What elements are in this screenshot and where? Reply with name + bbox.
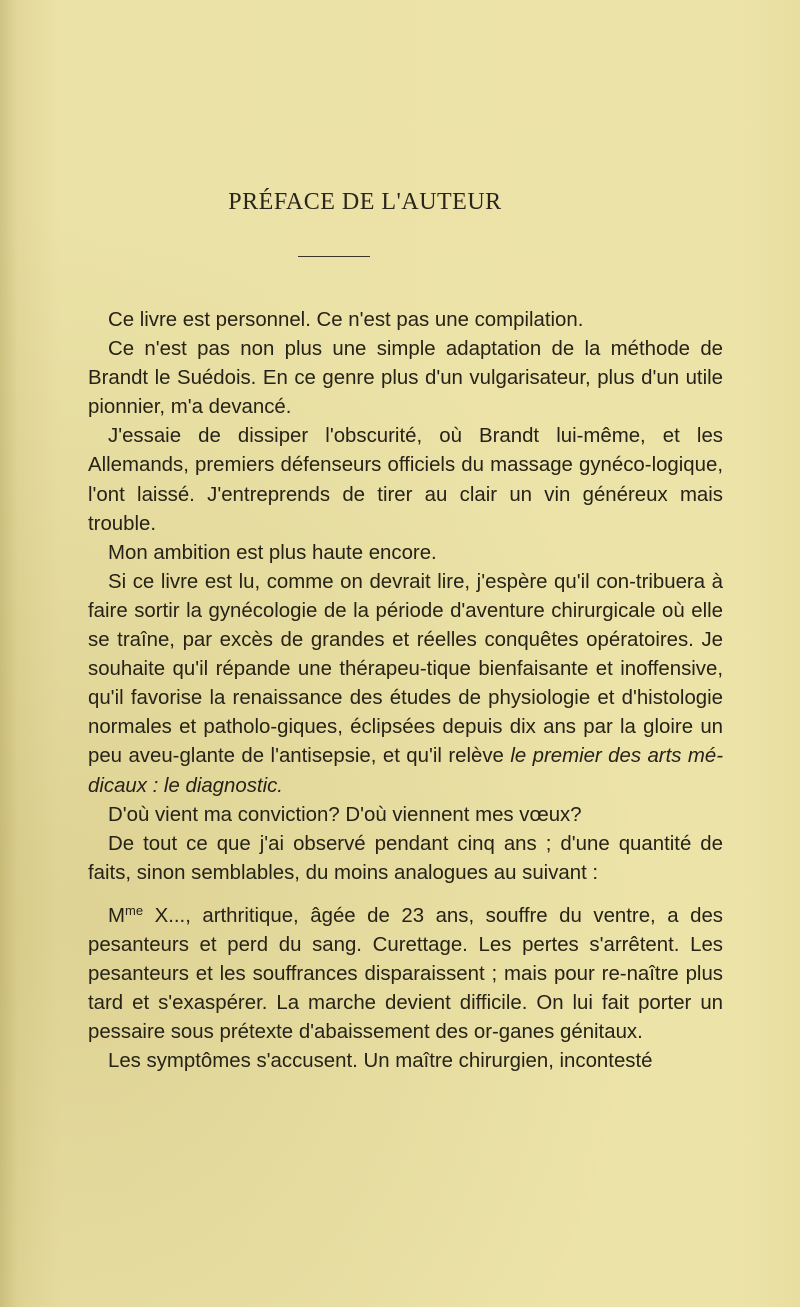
paragraph-6: D'où vient ma conviction? D'où viennent mes vœux?	[108, 803, 582, 826]
paragraph-9: Les symptômes s'accusent. Un maître chirurgien, incontesté	[108, 1050, 653, 1073]
paragraph-4: Mon ambition est plus haute encore.	[108, 541, 437, 564]
paragraph-3: J'essaie de dissiper l'obscurité, où Brandt lui-même, et les Allemands, premiers défenseurs officiels du massage gynéco-logique, l'ont laissé. J'entreprends de tirer au clair un vin généreux mais trouble.	[88, 425, 723, 535]
paragraph-8	[88, 902, 723, 1047]
paragraph-5-italic: le premier des arts mé-dicaux : le diagnostic.	[88, 745, 723, 797]
paragraph-2: Ce n'est pas non plus une simple adaptation de la méthode de Brandt le Suédois. En ce genre plus d'un vulgarisateur, plus d'un utile pionnier, m'a devancé.	[88, 338, 723, 419]
paragraph-5	[88, 568, 723, 801]
paragraph-7: De tout ce que j'ai observé pendant cinq ans ; d'une quantité de faits, sinon semblables, du moins analogues au suivant :	[88, 832, 723, 884]
salutation: M	[108, 904, 125, 927]
paragraph-1: Ce livre est personnel. Ce n'est pas une compilation.	[108, 309, 584, 331]
page-title: PRÉFACE DE L'AUTEUR	[228, 189, 502, 215]
body-text	[88, 306, 723, 1076]
salutation-superscript: me	[125, 902, 144, 918]
paragraph-5-text: Si ce livre est lu, comme on devrait lire, j'espère qu'il con-tribuera à faire sortir la gynécologie de la période d'aventure chirurgicale où elle se traîne, par excès de grandes et réelles conquêtes opératoires. Je souhaite qu'il répande une thérapeu-tique bienfaisante et inoffensive, qu'il favorise la renaissance des études de physiologie et d'histologie normales et patholo-giques, éclipsées depuis dix ans par la gloire un peu aveu-glante de l'antisepsie, et qu'il relève	[88, 570, 723, 768]
paragraph-8-text: X..., arthritique, âgée de 23 ans, souffre du ventre, a des pesanteurs et perd du sang. Curettage. Les pertes s'arrêtent. Les pesanteurs et les souffrances disparaissent ; mais pour re-naître plus tard et s'exaspérer. La marche devient difficile. On lui fait porter un pessaire sous prétexte d'abaissement des or-ganes génitaux.	[88, 904, 723, 1044]
title-divider	[298, 256, 370, 257]
